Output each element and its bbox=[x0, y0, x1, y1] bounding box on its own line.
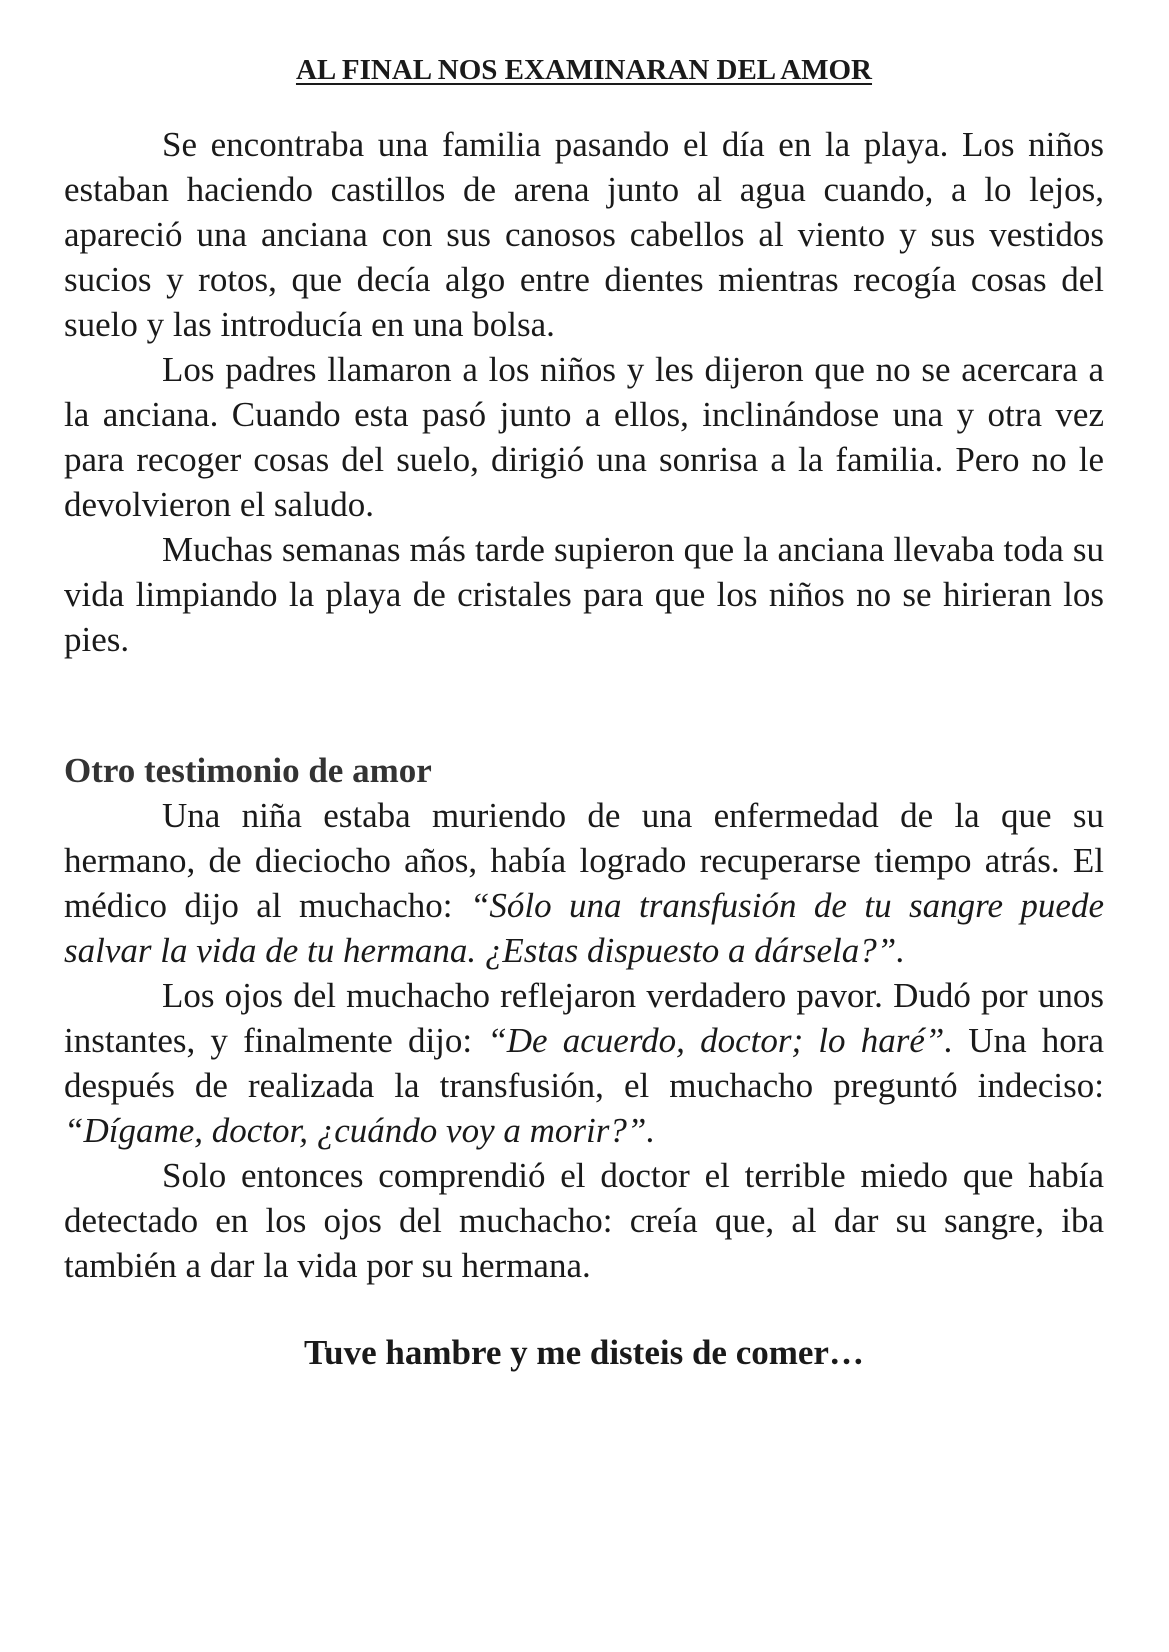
story2-paragraph-2 bbox=[64, 973, 1104, 1153]
document-page bbox=[64, 52, 1104, 1375]
story2-p1-text: Una niña estaba muriendo de una enfermedad de la que su hermano, de dieciocho años, había logrado recuperarse tiempo atrás. El médico dijo al muchacho: bbox=[64, 796, 1104, 925]
section-heading: Otro testimonio de amor bbox=[64, 751, 432, 790]
story2-p2-text-a: Los ojos del muchacho reflejaron verdadero pavor. Dudó por unos instantes, y finalmente dijo: bbox=[64, 976, 1104, 1060]
story2-paragraph-1 bbox=[64, 793, 1104, 973]
story1-paragraph-2: Los padres llamaron a los niños y les dijeron que no se acercara a la anciana. Cuando esta pasó junto a ellos, inclinándose una y otra vez para recoger cosas del suelo, dirigió una sonrisa a la familia. Pero no le devolvieron el saludo. bbox=[64, 350, 1104, 524]
story1-paragraph-1: Se encontraba una familia pasando el día en la playa. Los niños estaban haciendo castillos de arena junto al agua cuando, a lo lejos, apareció una anciana con sus canosos cabellos al viento y sus vestidos sucios y rotos, que decía algo entre dientes mientras recogía cosas del suelo y las introducía en una bolsa. bbox=[64, 125, 1104, 344]
story2-paragraph-3: Solo entonces comprendió el doctor el terrible miedo que había detectado en los ojos del muchacho: creía que, al dar su sangre, iba también a dar la vida por su hermana. bbox=[64, 1156, 1104, 1285]
page-title: AL FINAL NOS EXAMINARAN DEL AMOR bbox=[295, 54, 873, 86]
story2-p2-quote-a: “De acuerdo, doctor; lo haré”. bbox=[487, 1021, 954, 1060]
story1-paragraph-3: Muchas semanas más tarde supieron que la anciana llevaba toda su vida limpiando la playa de cristales para que los niños no se hirieran los pies. bbox=[64, 530, 1104, 659]
story2-p1-quote: “Sólo una transfusión de tu sangre puede salvar la vida de tu hermana. ¿Estas dispuesto a dársela?”. bbox=[64, 886, 1104, 970]
closing-line: Tuve hambre y me disteis de comer… bbox=[304, 1333, 864, 1372]
story2-p2-quote-b: “Dígame, doctor, ¿cuándo voy a morir?”. bbox=[64, 1111, 656, 1150]
story2-p2-text-b: Una hora después de realizada la transfusión, el muchacho preguntó indeciso: bbox=[64, 1021, 1104, 1105]
